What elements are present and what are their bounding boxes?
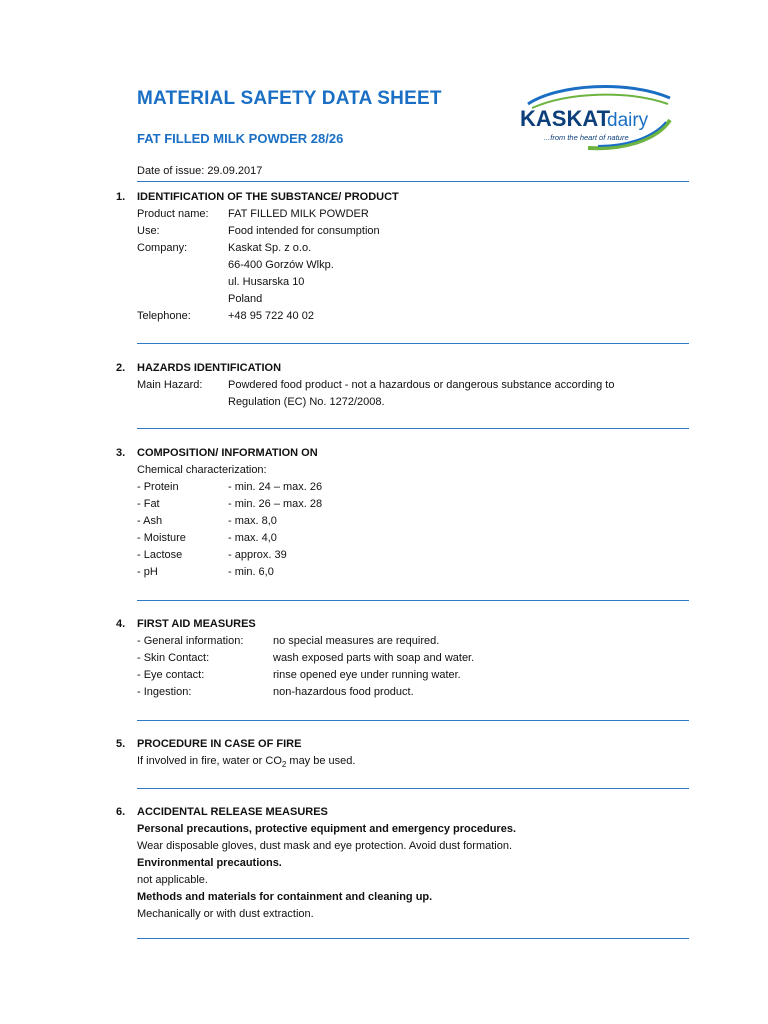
- section-divider: [137, 720, 689, 721]
- field-value: wash exposed parts with soap and water.: [273, 652, 475, 664]
- section-divider: [137, 181, 689, 182]
- document-title: MATERIAL SAFETY DATA SHEET: [137, 88, 442, 109]
- section-title: COMPOSITION/ INFORMATION ON: [137, 447, 318, 459]
- field-value: FAT FILLED MILK POWDER: [228, 208, 369, 220]
- field-value: non-hazardous food product.: [273, 686, 414, 698]
- field-label: Product name:: [137, 208, 209, 220]
- section-divider: [137, 600, 689, 601]
- paragraph-text: Wear disposable gloves, dust mask and eye protection. Avoid dust formation.: [137, 840, 513, 852]
- date-of-issue: Date of issue: 29.09.2017: [137, 165, 263, 177]
- field-value: - min. 26 – max. 28: [228, 498, 323, 510]
- field-label: - Protein: [137, 481, 179, 493]
- fire-text-before: If involved in fire, water or CO: [137, 755, 282, 767]
- field-value: Kaskat Sp. z o.o.: [228, 242, 312, 254]
- field-value: - max. 4,0: [228, 532, 277, 544]
- field-value: - max. 8,0: [228, 515, 277, 527]
- field-label: - Lactose: [137, 549, 183, 561]
- field-label: - Eye contact:: [137, 669, 205, 681]
- subsection-heading: Environmental precautions.: [137, 857, 282, 869]
- field-label: - Ingestion:: [137, 686, 192, 698]
- section-divider: [137, 343, 689, 344]
- logo-brand-main: KASKAT: [520, 106, 611, 131]
- field-value: - min. 6,0: [228, 566, 274, 578]
- field-label: - General information:: [137, 635, 244, 647]
- logo-swoosh-icon: [518, 82, 678, 154]
- co2-subscript: 2: [281, 760, 287, 770]
- section-title: HAZARDS IDENTIFICATION: [137, 362, 282, 374]
- field-value: Powdered food product - not a hazardous or dangerous substance according to: [228, 379, 615, 391]
- field-value: Poland: [228, 293, 263, 305]
- field-label: Use:: [137, 225, 160, 237]
- field-value: ul. Husarska 10: [228, 276, 305, 288]
- section-number: 2.: [116, 362, 126, 374]
- field-value: rinse opened eye under running water.: [273, 669, 461, 681]
- section-divider: [137, 788, 689, 789]
- logo-tagline: ...from the heart of nature: [544, 133, 629, 142]
- paragraph-text: Mechanically or with dust extraction.: [137, 908, 314, 920]
- field-label: Chemical characterization:: [137, 464, 267, 476]
- field-value: +48 95 722 40 02: [228, 310, 314, 322]
- section-title: PROCEDURE IN CASE OF FIRE: [137, 738, 302, 750]
- product-subtitle: FAT FILLED MILK POWDER 28/26: [137, 131, 344, 146]
- logo-brand-sub: dairy: [607, 110, 649, 131]
- field-label: - Fat: [137, 498, 160, 510]
- section-number: 3.: [116, 447, 126, 459]
- section-title: FIRST AID MEASURES: [137, 618, 256, 630]
- subsection-heading: Personal precautions, protective equipment and emergency procedures.: [137, 823, 517, 835]
- fire-text-after: may be used.: [286, 755, 356, 767]
- section-divider: [137, 938, 689, 939]
- field-label: Telephone:: [137, 310, 191, 322]
- field-label: - Skin Contact:: [137, 652, 210, 664]
- section-number: 1.: [116, 191, 126, 203]
- field-value: Food intended for consumption: [228, 225, 380, 237]
- field-label: - Ash: [137, 515, 163, 527]
- section-divider: [137, 428, 689, 429]
- field-label: - Moisture: [137, 532, 186, 544]
- section-title: IDENTIFICATION OF THE SUBSTANCE/ PRODUCT: [137, 191, 399, 203]
- section-number: 6.: [116, 806, 126, 818]
- field-value: 66-400 Gorzów Wlkp.: [228, 259, 334, 271]
- field-label: Company:: [137, 242, 188, 254]
- subsection-heading: Methods and materials for containment and cleaning up.: [137, 891, 433, 903]
- field-value: no special measures are required.: [273, 635, 440, 647]
- paragraph-text: not applicable.: [137, 874, 208, 886]
- field-label: Main Hazard:: [137, 379, 203, 391]
- section-number: 4.: [116, 618, 126, 630]
- field-value: Regulation (EC) No. 1272/2008.: [228, 396, 385, 408]
- field-label: - pH: [137, 566, 158, 578]
- section-number: 5.: [116, 738, 126, 750]
- section-title: ACCIDENTAL RELEASE MEASURES: [137, 806, 328, 818]
- kaskat-dairy-logo: [518, 82, 678, 154]
- field-value: - min. 24 – max. 26: [228, 481, 323, 493]
- field-value: - approx. 39: [228, 549, 287, 561]
- fire-procedure-text: [137, 753, 355, 773]
